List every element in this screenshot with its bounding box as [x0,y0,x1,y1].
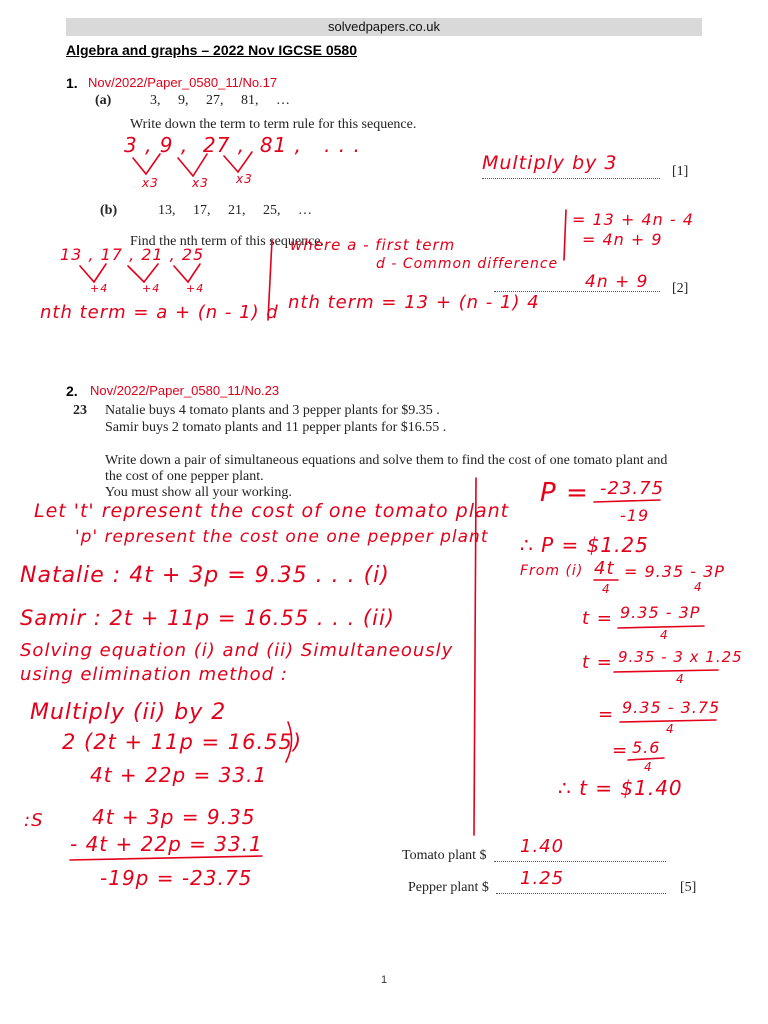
q2-work-right-19: = [612,740,629,761]
pepper-label: Pepper plant $ [408,880,489,895]
page-number: 1 [380,974,388,986]
q1b-where-line1: where a - first term [290,236,456,254]
q2-work-right-18: 4 [666,722,675,736]
q2-work-right-22: ∴ t = $1.40 [558,776,683,800]
q2-work-right-10: t = [582,608,613,629]
q1-number: 1. [66,75,78,91]
q2-work-right-21: 4 [644,760,653,774]
q1a-label: (a) [95,93,112,108]
page-title: Algebra and graphs – 2022 Nov IGCSE 0580 [66,42,358,58]
q2-work-right-9: 4 [694,580,703,594]
q2-work-left-5: Solving equation (i) and (ii) Simultaneously [20,640,454,661]
q1b-substitution: nth term = 13 + (n - 1) 4 [288,292,540,313]
ink-v-4 [80,264,106,282]
q1b-answer: 4n + 9 [585,272,649,292]
tomato-label: Tomato plant $ [402,848,487,863]
ink-bracket-q1b [564,210,566,260]
q1b-step-1: = 13 + 4n - 4 [572,210,694,229]
q2-question-number: 23 [73,403,87,418]
q1a-sequence: 3, 9, 27, 81, … [150,93,290,108]
q1a-handwritten-sequence: 3 , 9 , 27 , 81 , . . . [124,133,361,157]
tomato-answer: 1.40 [520,836,565,857]
q2-work-right-5: From (i) [520,563,584,579]
q2-work-right-3: -19 [620,506,650,525]
q1b-label: (b) [100,203,118,218]
q2-work-right-2: -23.75 [600,478,665,499]
q2-work-left-12: -19p = -23.75 [100,866,253,890]
q1a-instruction: Write down the term to term rule for this sequence. [130,117,417,132]
ink-underline-subtract [70,856,262,860]
q2-reference: Nov/2022/Paper_0580_11/No.23 [90,383,280,398]
q2-line-3: Write down a pair of simultaneous equations and solve them to find the cost of one tomato plant and [105,453,668,468]
q1b-general-formula: nth term = a + (n - 1) d [40,302,279,323]
q2-work-right-6: 4t [594,558,615,579]
ink-v-2 [178,154,207,176]
ink-v-1 [133,154,160,174]
q2-line-5: You must show all your working. [105,485,292,500]
q2-work-left-6: using elimination method : [20,664,288,685]
q2-work-left-11: - 4t + 22p = 33.1 [70,832,263,856]
q1a-mult-1: x3 [142,176,159,190]
q2-work-right-4: ∴ P = $1.25 [520,533,649,557]
q1b-diff-3: +4 [186,282,205,295]
q1a-mult-3: x3 [236,172,253,186]
q2-work-left-9: 4t + 22p = 33.1 [90,763,268,787]
q2-work-left-13: :S [24,810,44,831]
q2-work-right-7: 4 [602,582,611,596]
q1b-step-2: = 4n + 9 [582,230,663,249]
q1a-marks: [1] [672,164,689,179]
q2-line-1: Natalie buys 4 tomato plants and 3 pepper plants for $9.35 . [105,403,440,418]
q2-line-2: Samir buys 2 tomato plants and 11 pepper plants for $16.55 . [105,420,447,435]
q2-work-left-3: Natalie : 4t + 3p = 9.35 . . . (i) [20,563,390,588]
q2-work-left-7: Multiply (ii) by 2 [30,700,227,725]
q1b-marks: [2] [672,281,689,296]
q1b-diff-2: +4 [142,282,161,295]
q2-line-4: the cost of one pepper plant. [105,469,264,484]
q2-work-right-11: 9.35 - 3P [620,603,701,622]
q1a-mult-2: x3 [192,176,209,190]
q2-work-right-15: 4 [676,672,685,686]
ink-frac-t2 [614,670,718,672]
ink-v-5 [128,264,158,282]
pepper-answer: 1.25 [520,868,565,889]
q2-work-right-1: P = [540,478,589,508]
q1a-answer: Multiply by 3 [482,152,618,174]
q2-work-left-4: Samir : 2t + 11p = 16.55 . . . (ii) [20,606,395,630]
q2-work-left-2: 'p' represent the cost one one pepper plant [75,527,489,547]
q2-work-right-20: 5.6 [632,738,661,757]
q1b-where-line2: d - Common difference [376,256,559,272]
q1b-handwritten-sequence: 13 , 17 , 21 , 25 [60,245,205,264]
q1b-diff-1: +4 [90,282,109,295]
q1b-instruction: Find the nth term of this sequence. [130,234,325,249]
q2-work-left-8: 2 (2t + 11p = 16.55) [62,730,303,754]
q2-work-right-16: = [598,704,615,725]
ink-v-6 [174,264,200,282]
site-banner: solvedpapers.co.uk [66,18,702,36]
q2-number: 2. [66,383,78,399]
q2-work-right-8: = 9.35 - 3P [624,562,725,581]
q2-work-left-1: Let 't' represent the cost of one tomato plant [34,500,510,522]
q2-work-right-17: 9.35 - 3.75 [622,698,721,717]
q2-marks: [5] [680,880,697,895]
ink-frac-p [594,500,660,502]
q1-reference: Nov/2022/Paper_0580_11/No.17 [88,75,278,90]
q2-work-right-14: 9.35 - 3 x 1.25 [618,648,743,666]
q2-work-right-12: 4 [660,628,669,642]
q1b-sequence: 13, 17, 21, 25, … [158,203,312,218]
q2-work-left-10: 4t + 3p = 9.35 [92,805,256,829]
q2-work-right-13: t = [582,652,613,673]
